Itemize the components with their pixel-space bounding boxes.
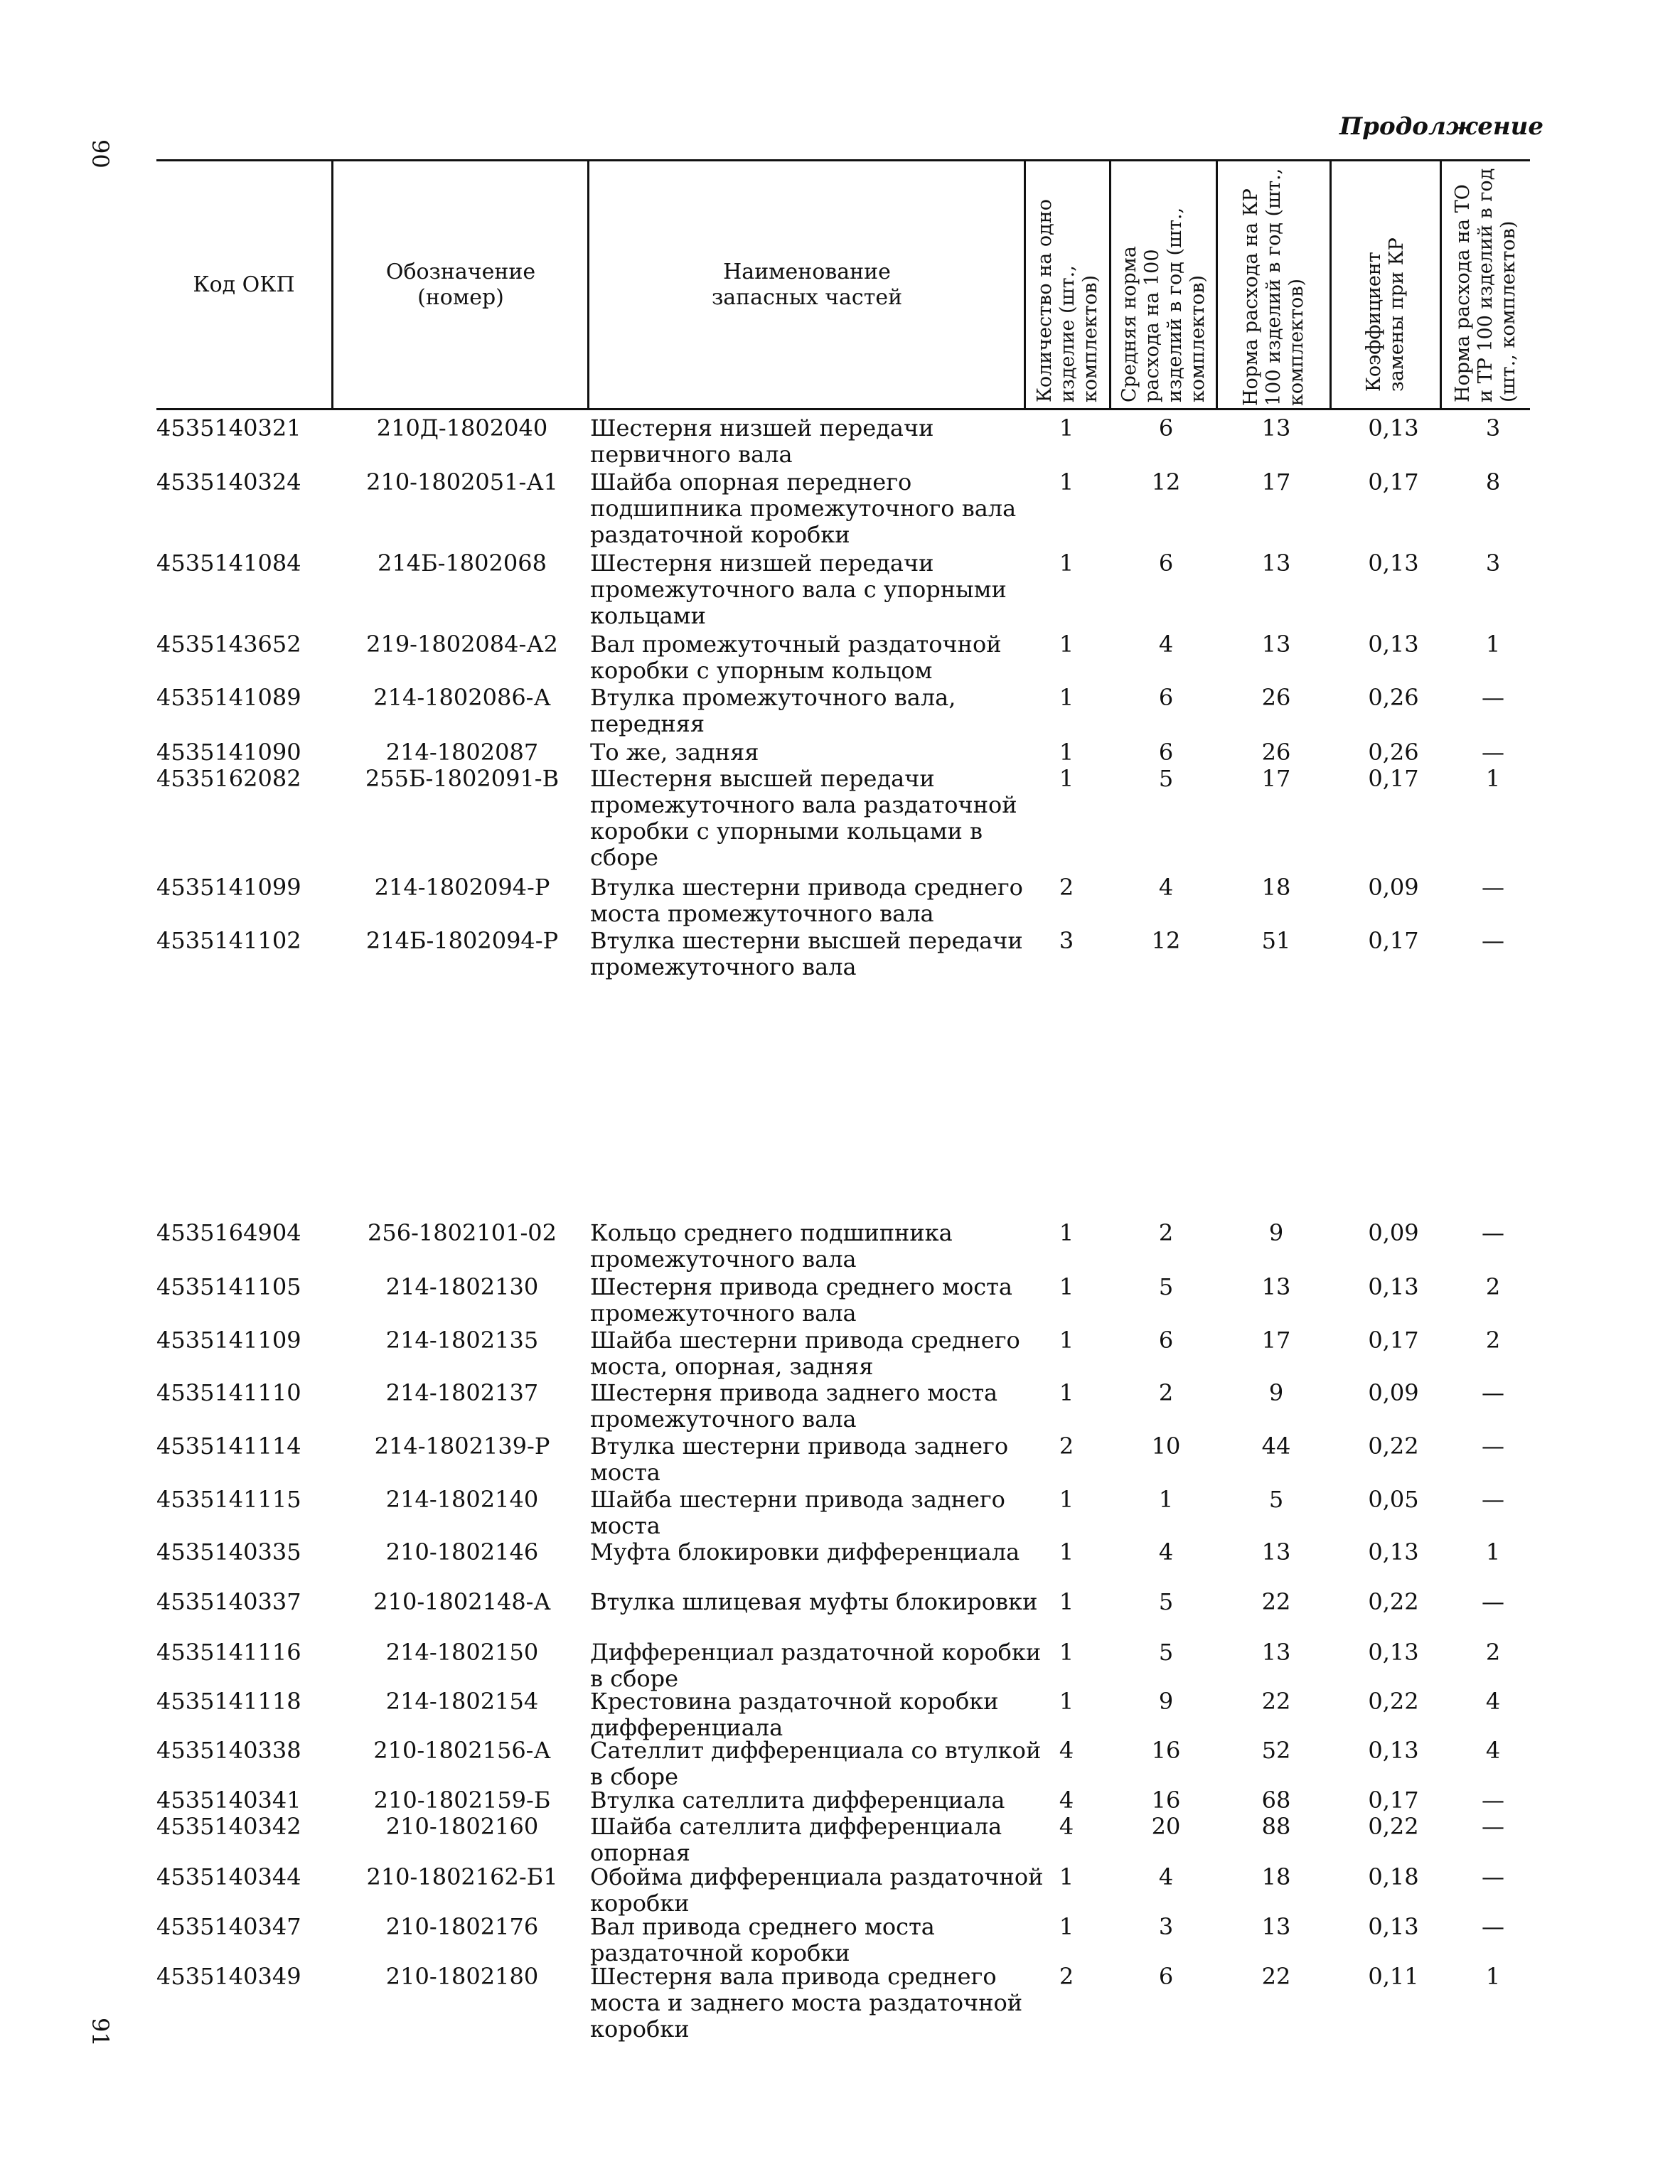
header-code: Код ОКП bbox=[193, 272, 295, 297]
designation: 210-1802148-А bbox=[373, 1588, 551, 1615]
header-avg: Средняя норма расхода на 100 изделий в год (шт., комплектов) bbox=[1118, 207, 1209, 402]
designation: 214-1802094-Р bbox=[374, 874, 550, 901]
avg-rate: 6 bbox=[1158, 684, 1174, 711]
designation: 210-1802180 bbox=[385, 1963, 539, 1990]
part-name: Шайба шестерни привода среднего моста, опорная, задняя bbox=[590, 1327, 1020, 1380]
to-tr-rate: 1 bbox=[1485, 765, 1501, 792]
replace-coef: 0,11 bbox=[1368, 1963, 1419, 1990]
replace-coef: 0,26 bbox=[1368, 684, 1419, 711]
kr-rate: 13 bbox=[1261, 414, 1291, 441]
kr-rate: 13 bbox=[1261, 550, 1291, 577]
replace-coef: 0,17 bbox=[1368, 927, 1419, 954]
to-tr-rate: — bbox=[1482, 1379, 1504, 1406]
avg-rate: 2 bbox=[1158, 1379, 1174, 1406]
part-name: Шайба шестерни привода заднего моста bbox=[590, 1486, 1005, 1539]
okp-code: 4535141084 bbox=[156, 550, 301, 577]
replace-coef: 0,09 bbox=[1368, 1219, 1419, 1246]
to-tr-rate: — bbox=[1482, 1863, 1504, 1890]
designation: 210-1802051-А1 bbox=[366, 469, 558, 496]
okp-code: 4535141090 bbox=[156, 739, 301, 766]
part-name: Шестерня привода заднего моста промежуточного вала bbox=[590, 1379, 998, 1433]
qty-per-unit: 2 bbox=[1059, 874, 1074, 901]
qty-per-unit: 1 bbox=[1059, 765, 1074, 792]
avg-rate: 4 bbox=[1158, 1863, 1174, 1890]
part-name: Втулка шестерни привода среднего моста промежуточного вала bbox=[590, 874, 1023, 927]
to-tr-rate: 1 bbox=[1485, 631, 1501, 658]
replace-coef: 0,13 bbox=[1368, 414, 1419, 441]
to-tr-rate: 2 bbox=[1485, 1639, 1501, 1666]
to-tr-rate: 4 bbox=[1485, 1737, 1501, 1764]
okp-code: 4535162082 bbox=[156, 765, 301, 792]
avg-rate: 16 bbox=[1151, 1737, 1181, 1764]
designation: 214-1802139-Р bbox=[374, 1433, 550, 1460]
part-name: Дифференциал раздаточной коробки в сборе bbox=[590, 1639, 1042, 1692]
part-name: Шестерня низшей передачи первичного вала bbox=[590, 414, 934, 468]
qty-per-unit: 1 bbox=[1059, 1219, 1074, 1246]
qty-per-unit: 1 bbox=[1059, 684, 1074, 711]
to-tr-rate: — bbox=[1482, 1219, 1504, 1246]
replace-coef: 0,09 bbox=[1368, 874, 1419, 901]
qty-per-unit: 3 bbox=[1059, 927, 1074, 954]
avg-rate: 4 bbox=[1158, 874, 1174, 901]
replace-coef: 0,22 bbox=[1368, 1588, 1419, 1615]
kr-rate: 52 bbox=[1261, 1737, 1291, 1764]
avg-rate: 5 bbox=[1158, 1273, 1174, 1300]
header-totr: Норма расхода на ТО и ТР 100 изделий в год (шт., комплектов) bbox=[1452, 168, 1519, 402]
replace-coef: 0,13 bbox=[1368, 550, 1419, 577]
qty-per-unit: 4 bbox=[1059, 1737, 1074, 1764]
replace-coef: 0,22 bbox=[1368, 1688, 1419, 1715]
qty-per-unit: 1 bbox=[1059, 1688, 1074, 1715]
to-tr-rate: 1 bbox=[1485, 1963, 1501, 1990]
qty-per-unit: 1 bbox=[1059, 1538, 1074, 1565]
kr-rate: 18 bbox=[1261, 1863, 1291, 1890]
replace-coef: 0,22 bbox=[1368, 1813, 1419, 1840]
okp-code: 4535140335 bbox=[156, 1538, 301, 1565]
kr-rate: 22 bbox=[1261, 1963, 1291, 1990]
avg-rate: 20 bbox=[1151, 1813, 1181, 1840]
designation: 214-1802086-А bbox=[373, 684, 551, 711]
header-coef: Коэффициент замены при КР bbox=[1363, 237, 1408, 392]
qty-per-unit: 1 bbox=[1059, 414, 1074, 441]
avg-rate: 9 bbox=[1158, 1688, 1174, 1715]
okp-code: 4535140341 bbox=[156, 1787, 301, 1814]
to-tr-rate: 3 bbox=[1485, 550, 1501, 577]
qty-per-unit: 1 bbox=[1059, 1639, 1074, 1666]
to-tr-rate: 1 bbox=[1485, 1538, 1501, 1565]
part-name: Втулка шлицевая муфты блокировки bbox=[590, 1588, 1038, 1615]
designation: 214Б-1802094-Р bbox=[365, 927, 559, 954]
okp-code: 4535140324 bbox=[156, 469, 301, 496]
qty-per-unit: 1 bbox=[1059, 739, 1074, 766]
qty-per-unit: 4 bbox=[1059, 1787, 1074, 1814]
kr-rate: 44 bbox=[1261, 1433, 1291, 1460]
qty-per-unit: 1 bbox=[1059, 1588, 1074, 1615]
kr-rate: 26 bbox=[1261, 739, 1291, 766]
part-name: Муфта блокировки дифференциала bbox=[590, 1538, 1020, 1565]
okp-code: 4535141105 bbox=[156, 1273, 301, 1300]
part-name: Вал промежуточный раздаточной коробки с упорным кольцом bbox=[590, 631, 1002, 684]
qty-per-unit: 1 bbox=[1059, 1863, 1074, 1890]
part-name: Крестовина раздаточной коробки дифференциала bbox=[590, 1688, 999, 1741]
avg-rate: 4 bbox=[1158, 631, 1174, 658]
to-tr-rate: 4 bbox=[1485, 1688, 1501, 1715]
part-name: Шайба сателлита дифференциала опорная bbox=[590, 1813, 1002, 1866]
qty-per-unit: 1 bbox=[1059, 1273, 1074, 1300]
avg-rate: 6 bbox=[1158, 550, 1174, 577]
avg-rate: 6 bbox=[1158, 1327, 1174, 1354]
okp-code: 4535141109 bbox=[156, 1327, 301, 1354]
part-name: Кольцо среднего подшипника промежуточного вала bbox=[590, 1219, 953, 1273]
header-kr: Норма расхода на КР 100 изделий в год (шт., комплектов) bbox=[1239, 168, 1307, 406]
to-tr-rate: — bbox=[1482, 739, 1504, 766]
designation: 214-1802135 bbox=[385, 1327, 539, 1354]
to-tr-rate: — bbox=[1482, 684, 1504, 711]
avg-rate: 4 bbox=[1158, 1538, 1174, 1565]
header-designation: Обозначение (номер) bbox=[385, 259, 536, 310]
to-tr-rate: 2 bbox=[1485, 1327, 1501, 1354]
replace-coef: 0,13 bbox=[1368, 1273, 1419, 1300]
kr-rate: 13 bbox=[1261, 1913, 1291, 1940]
avg-rate: 1 bbox=[1158, 1486, 1174, 1513]
replace-coef: 0,17 bbox=[1368, 1327, 1419, 1354]
okp-code: 4535140342 bbox=[156, 1813, 301, 1840]
okp-code: 4535141089 bbox=[156, 684, 301, 711]
to-tr-rate: — bbox=[1482, 1813, 1504, 1840]
to-tr-rate: 2 bbox=[1485, 1273, 1501, 1300]
to-tr-rate: — bbox=[1482, 1787, 1504, 1814]
kr-rate: 51 bbox=[1261, 927, 1291, 954]
designation: 214-1802137 bbox=[385, 1379, 539, 1406]
to-tr-rate: 8 bbox=[1485, 469, 1501, 496]
continuation-label: Продолжение bbox=[1339, 112, 1543, 141]
replace-coef: 0,17 bbox=[1368, 469, 1419, 496]
replace-coef: 0,09 bbox=[1368, 1379, 1419, 1406]
replace-coef: 0,17 bbox=[1368, 1787, 1419, 1814]
col-divider bbox=[587, 161, 589, 410]
col-divider bbox=[331, 161, 333, 410]
designation: 214Б-1802068 bbox=[378, 550, 547, 577]
designation: 256-1802101-02 bbox=[368, 1219, 557, 1246]
okp-code: 4535140347 bbox=[156, 1913, 301, 1940]
designation: 214-1802154 bbox=[385, 1688, 539, 1715]
avg-rate: 5 bbox=[1158, 1639, 1174, 1666]
avg-rate: 5 bbox=[1158, 765, 1174, 792]
replace-coef: 0,13 bbox=[1368, 631, 1419, 658]
okp-code: 4535140344 bbox=[156, 1863, 301, 1890]
kr-rate: 13 bbox=[1261, 1273, 1291, 1300]
kr-rate: 18 bbox=[1261, 874, 1291, 901]
designation: 210Д-1802040 bbox=[376, 414, 548, 441]
part-name: Шестерня низшей передачи промежуточного вала с упорными кольцами bbox=[590, 550, 1007, 629]
designation: 214-1802130 bbox=[385, 1273, 539, 1300]
part-name: Втулка сателлита дифференциала bbox=[590, 1787, 1005, 1814]
page-number-bottom: 91 bbox=[87, 2018, 114, 2047]
qty-per-unit: 1 bbox=[1059, 1327, 1074, 1354]
avg-rate: 5 bbox=[1158, 1588, 1174, 1615]
designation: 210-1802160 bbox=[385, 1813, 539, 1840]
replace-coef: 0,13 bbox=[1368, 1737, 1419, 1764]
designation: 214-1802150 bbox=[385, 1639, 539, 1666]
part-name: Обойма дифференциала раздаточной коробки bbox=[590, 1863, 1044, 1917]
kr-rate: 13 bbox=[1261, 1538, 1291, 1565]
part-name: Шестерня вала привода среднего моста и заднего моста раздаточной коробки bbox=[590, 1963, 1023, 2043]
okp-code: 4535141099 bbox=[156, 874, 301, 901]
qty-per-unit: 2 bbox=[1059, 1963, 1074, 1990]
qty-per-unit: 1 bbox=[1059, 631, 1074, 658]
part-name: Шайба опорная переднего подшипника промежуточного вала раздаточной коробки bbox=[590, 469, 1017, 548]
to-tr-rate: — bbox=[1482, 1486, 1504, 1513]
designation: 214-1802087 bbox=[385, 739, 539, 766]
qty-per-unit: 1 bbox=[1059, 1913, 1074, 1940]
qty-per-unit: 4 bbox=[1059, 1813, 1074, 1840]
avg-rate: 12 bbox=[1151, 927, 1181, 954]
to-tr-rate: — bbox=[1482, 927, 1504, 954]
replace-coef: 0,17 bbox=[1368, 765, 1419, 792]
okp-code: 4535143652 bbox=[156, 631, 301, 658]
part-name: То же, задняя bbox=[590, 739, 759, 766]
okp-code: 4535140349 bbox=[156, 1963, 301, 1990]
avg-rate: 6 bbox=[1158, 414, 1174, 441]
qty-per-unit: 1 bbox=[1059, 1486, 1074, 1513]
kr-rate: 5 bbox=[1268, 1486, 1284, 1513]
kr-rate: 88 bbox=[1261, 1813, 1291, 1840]
qty-per-unit: 1 bbox=[1059, 1379, 1074, 1406]
avg-rate: 16 bbox=[1151, 1787, 1181, 1814]
okp-code: 4535164904 bbox=[156, 1219, 301, 1246]
okp-code: 4535141114 bbox=[156, 1433, 301, 1460]
qty-per-unit: 1 bbox=[1059, 550, 1074, 577]
okp-code: 4535141102 bbox=[156, 927, 301, 954]
okp-code: 4535140337 bbox=[156, 1588, 301, 1615]
designation: 210-1802146 bbox=[385, 1538, 539, 1565]
part-name: Втулка промежуточного вала, передняя bbox=[590, 684, 956, 737]
replace-coef: 0,13 bbox=[1368, 1913, 1419, 1940]
kr-rate: 22 bbox=[1261, 1588, 1291, 1615]
part-name: Шестерня привода среднего моста промежуточного вала bbox=[590, 1273, 1012, 1327]
header-qty: Количество на одно изделие (шт., комплектов) bbox=[1033, 198, 1101, 402]
designation: 210-1802176 bbox=[385, 1913, 539, 1940]
avg-rate: 6 bbox=[1158, 1963, 1174, 1990]
replace-coef: 0,26 bbox=[1368, 739, 1419, 766]
qty-per-unit: 2 bbox=[1059, 1433, 1074, 1460]
kr-rate: 17 bbox=[1261, 765, 1291, 792]
header-name: Наименование запасных частей bbox=[711, 259, 903, 310]
replace-coef: 0,13 bbox=[1368, 1538, 1419, 1565]
designation: 219-1802084-А2 bbox=[366, 631, 558, 658]
kr-rate: 17 bbox=[1261, 469, 1291, 496]
designation: 214-1802140 bbox=[385, 1486, 539, 1513]
designation: 210-1802156-А bbox=[373, 1737, 551, 1764]
avg-rate: 12 bbox=[1151, 469, 1181, 496]
avg-rate: 2 bbox=[1158, 1219, 1174, 1246]
qty-per-unit: 1 bbox=[1059, 469, 1074, 496]
okp-code: 4535140321 bbox=[156, 414, 301, 441]
okp-code: 4535141116 bbox=[156, 1639, 301, 1666]
to-tr-rate: 3 bbox=[1485, 414, 1501, 441]
designation: 255Б-1802091-В bbox=[365, 765, 560, 792]
to-tr-rate: — bbox=[1482, 1913, 1504, 1940]
avg-rate: 3 bbox=[1158, 1913, 1174, 1940]
kr-rate: 68 bbox=[1261, 1787, 1291, 1814]
kr-rate: 17 bbox=[1261, 1327, 1291, 1354]
kr-rate: 22 bbox=[1261, 1688, 1291, 1715]
avg-rate: 10 bbox=[1151, 1433, 1181, 1460]
page-number-top: 90 bbox=[87, 139, 114, 168]
kr-rate: 9 bbox=[1268, 1379, 1284, 1406]
kr-rate: 13 bbox=[1261, 1639, 1291, 1666]
part-name: Втулка шестерни высшей передачи промежуточного вала bbox=[590, 927, 1023, 980]
to-tr-rate: — bbox=[1482, 874, 1504, 901]
designation: 210-1802159-Б bbox=[373, 1787, 551, 1814]
replace-coef: 0,13 bbox=[1368, 1639, 1419, 1666]
replace-coef: 0,18 bbox=[1368, 1863, 1419, 1890]
part-name: Вал привода среднего моста раздаточной коробки bbox=[590, 1913, 935, 1966]
replace-coef: 0,05 bbox=[1368, 1486, 1419, 1513]
to-tr-rate: — bbox=[1482, 1588, 1504, 1615]
avg-rate: 6 bbox=[1158, 739, 1174, 766]
okp-code: 4535140338 bbox=[156, 1737, 301, 1764]
okp-code: 4535141110 bbox=[156, 1379, 301, 1406]
okp-code: 4535141115 bbox=[156, 1486, 301, 1513]
kr-rate: 9 bbox=[1268, 1219, 1284, 1246]
designation: 210-1802162-Б1 bbox=[366, 1863, 558, 1890]
okp-code: 4535141118 bbox=[156, 1688, 301, 1715]
part-name: Втулка шестерни привода заднего моста bbox=[590, 1433, 1009, 1486]
kr-rate: 13 bbox=[1261, 631, 1291, 658]
part-name: Сателлит дифференциала со втулкой в сборе bbox=[590, 1737, 1042, 1790]
part-name: Шестерня высшей передачи промежуточного вала раздаточной коробки с упорными кольцами в сборе bbox=[590, 765, 1017, 871]
to-tr-rate: — bbox=[1482, 1433, 1504, 1460]
replace-coef: 0,22 bbox=[1368, 1433, 1419, 1460]
kr-rate: 26 bbox=[1261, 684, 1291, 711]
